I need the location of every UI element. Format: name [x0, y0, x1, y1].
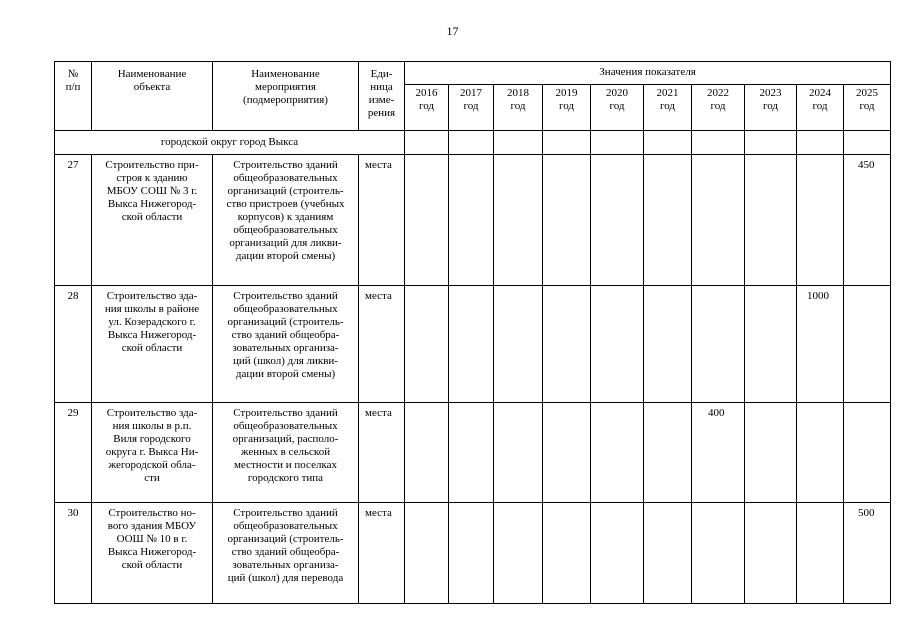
header-year-9: 2025 год: [844, 85, 891, 131]
section-row: [55, 131, 891, 155]
section-empty-cell: [692, 131, 745, 155]
header-row-1: [55, 62, 891, 85]
row-value-2018: [494, 155, 543, 286]
header-year-2: 2018 год: [494, 85, 543, 131]
header-year-0: 2016 год: [405, 85, 449, 131]
section-title: городской округ город Выкса: [55, 131, 405, 155]
row-value-2022: [692, 286, 745, 403]
row-value-2022: [692, 503, 745, 604]
row-num: 30: [55, 503, 92, 604]
section-empty-cell: [745, 131, 797, 155]
row-value-2023: [745, 286, 797, 403]
row-value-2017: [449, 403, 494, 503]
row-value-2016: [405, 503, 449, 604]
row-object: Строительство при- строя к зданию МБОУ СОШ № 3 г. Выкса Нижегород- ской области: [92, 155, 213, 286]
row-measure: Строительство зданий общеобразовательных организаций (строитель- ство зданий общеобра- зовательных организа- ций (школ) для ликви- дации второй смены): [213, 286, 359, 403]
row-value-2025: 450: [844, 155, 891, 286]
row-value-2020: [591, 503, 644, 604]
row-value-2021: [644, 155, 692, 286]
header-year-8: 2024 год: [797, 85, 844, 131]
header-year-4: 2020 год: [591, 85, 644, 131]
section-empty-cell: [405, 131, 449, 155]
row-value-2017: [449, 155, 494, 286]
section-empty-cell: [844, 131, 891, 155]
row-measure: Строительство зданий общеобразовательных организаций (строитель- ство пристроев (учебных корпусов) к зданиям общеобразовательных организаций для ликви- дации второй смены): [213, 155, 359, 286]
row-value-2024: 1000: [797, 286, 844, 403]
row-value-2016: [405, 155, 449, 286]
section-empty-cell: [591, 131, 644, 155]
section-empty-cell: [449, 131, 494, 155]
row-value-2019: [543, 403, 591, 503]
header-object: Наименование объекта: [92, 62, 213, 131]
row-value-2021: [644, 286, 692, 403]
page-number: 17: [446, 24, 459, 38]
indicator-table: [54, 61, 891, 604]
row-value-2024: [797, 155, 844, 286]
section-empty-cell: [494, 131, 543, 155]
row-value-2019: [543, 155, 591, 286]
row-value-2023: [745, 155, 797, 286]
header-year-1: 2017 год: [449, 85, 494, 131]
table-row: [55, 503, 891, 604]
row-value-2018: [494, 403, 543, 503]
row-value-2021: [644, 403, 692, 503]
row-value-2022: [692, 155, 745, 286]
row-value-2022: 400: [692, 403, 745, 503]
row-value-2024: [797, 503, 844, 604]
header-year-6: 2022 год: [692, 85, 745, 131]
row-object: Строительство зда- ния школы в р.п. Виля городского округа г. Выкса Ни- жегородской обла- сти: [92, 403, 213, 503]
row-unit: места: [359, 403, 405, 503]
row-value-2017: [449, 286, 494, 403]
header-values: Значения показателя: [405, 62, 891, 85]
header-num: № п/п: [55, 62, 92, 131]
table-row: [55, 403, 891, 503]
header-unit: Еди- ница изме- рения: [359, 62, 405, 131]
row-unit: места: [359, 286, 405, 403]
row-value-2020: [591, 286, 644, 403]
section-empty-cell: [543, 131, 591, 155]
row-value-2016: [405, 403, 449, 503]
section-empty-cell: [797, 131, 844, 155]
row-value-2025: 500: [844, 503, 891, 604]
row-value-2020: [591, 403, 644, 503]
row-measure: Строительство зданий общеобразовательных организаций, располо- женных в сельской местности и поселках городского типа: [213, 403, 359, 503]
row-value-2018: [494, 286, 543, 403]
row-value-2019: [543, 286, 591, 403]
row-num: 29: [55, 403, 92, 503]
row-value-2025: [844, 403, 891, 503]
row-object: Строительство но- вого здания МБОУ ООШ № 10 в г. Выкса Нижегород- ской области: [92, 503, 213, 604]
header-year-7: 2023 год: [745, 85, 797, 131]
row-value-2025: [844, 286, 891, 403]
row-num: 28: [55, 286, 92, 403]
row-unit: места: [359, 503, 405, 604]
table-row: [55, 155, 891, 286]
row-num: 27: [55, 155, 92, 286]
table-row: [55, 286, 891, 403]
row-value-2024: [797, 403, 844, 503]
header-measure: Наименование мероприятия (подмероприятия): [213, 62, 359, 131]
section-empty-cell: [644, 131, 692, 155]
row-value-2019: [543, 503, 591, 604]
row-measure: Строительство зданий общеобразовательных организаций (строитель- ство зданий общеобра- зовательных организа- ций (школ) для перевода: [213, 503, 359, 604]
row-value-2018: [494, 503, 543, 604]
row-value-2021: [644, 503, 692, 604]
header-year-5: 2021 год: [644, 85, 692, 131]
row-value-2023: [745, 403, 797, 503]
row-value-2017: [449, 503, 494, 604]
row-unit: места: [359, 155, 405, 286]
header-year-3: 2019 год: [543, 85, 591, 131]
row-object: Строительство зда- ния школы в районе ул. Козерадского г. Выкса Нижегород- ской области: [92, 286, 213, 403]
row-value-2023: [745, 503, 797, 604]
row-value-2016: [405, 286, 449, 403]
row-value-2020: [591, 155, 644, 286]
